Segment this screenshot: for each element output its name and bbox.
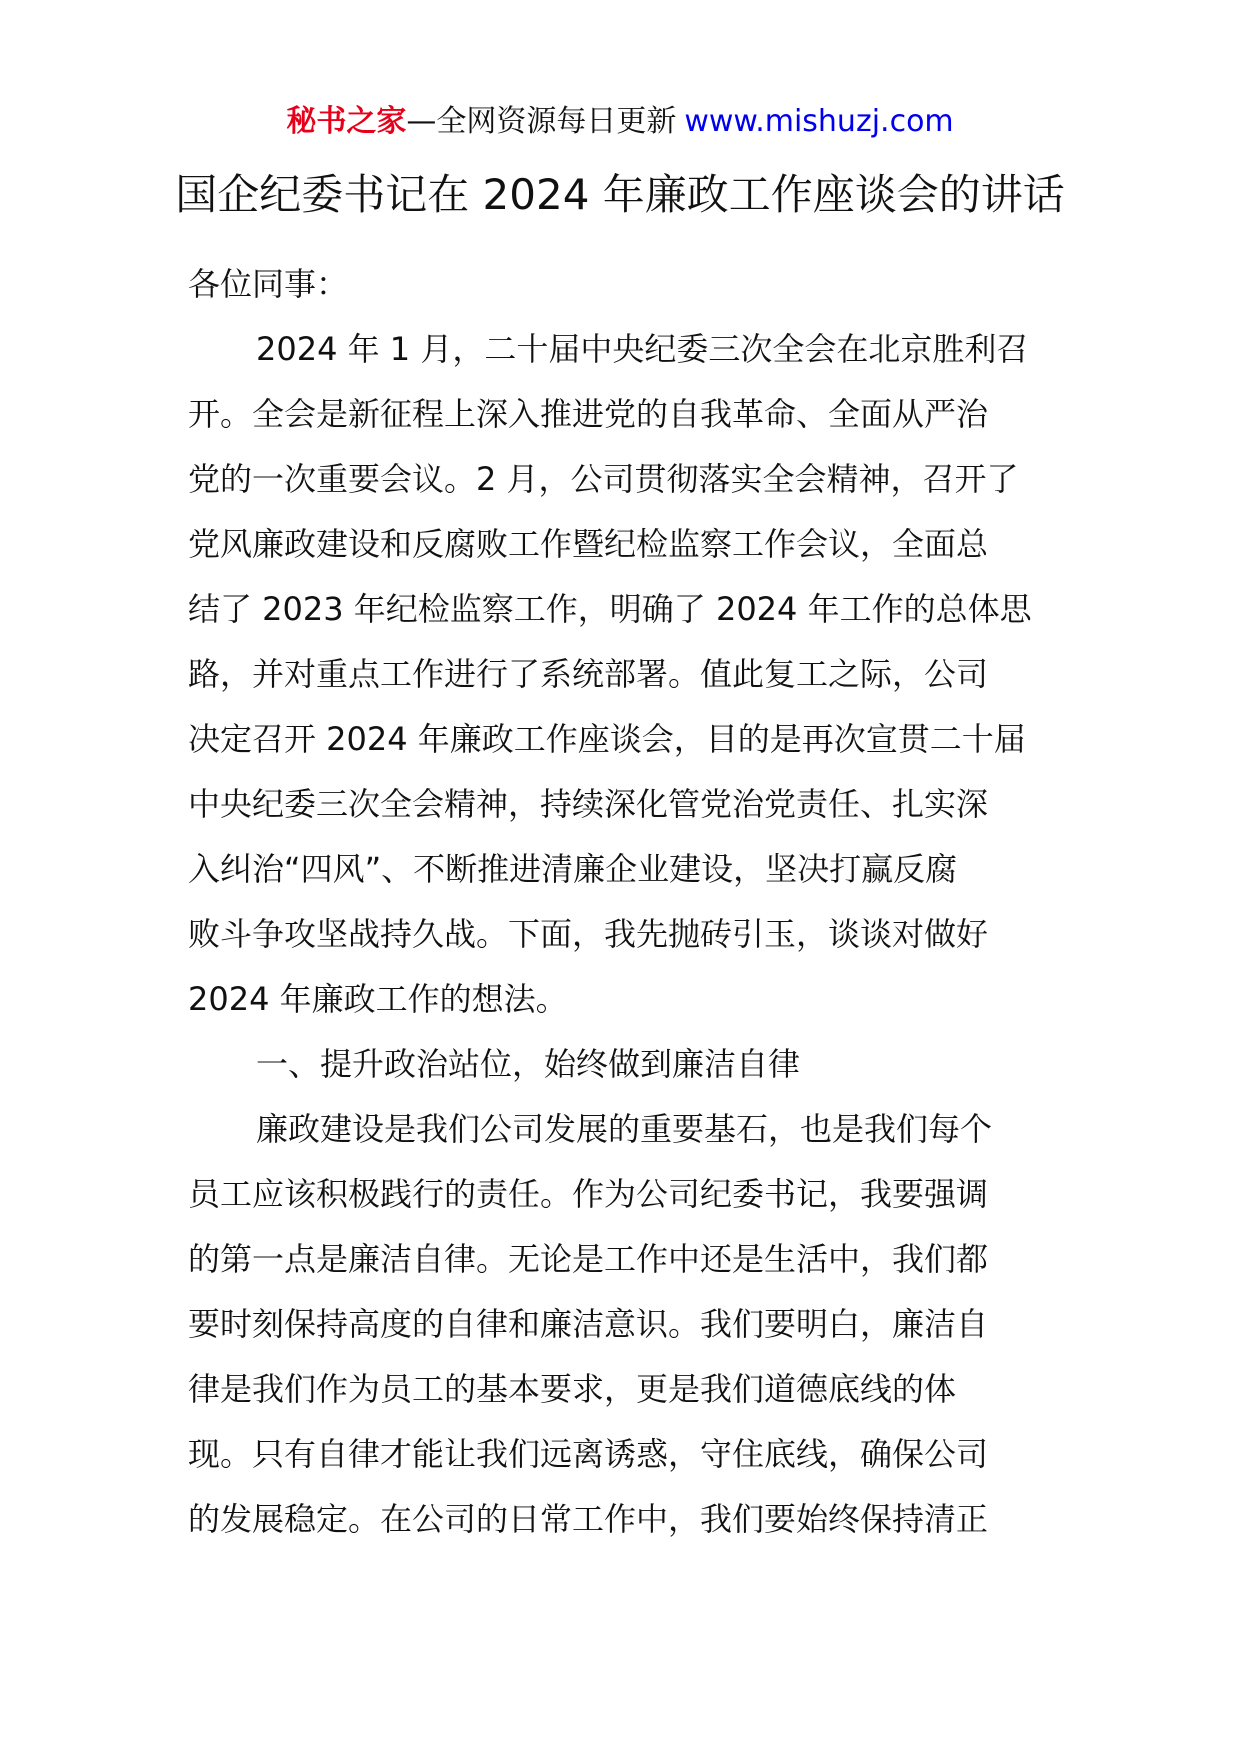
paragraph-line: 2024 年廉政工作的想法。	[188, 980, 568, 1018]
site-tagline: —全网资源每日更新	[406, 104, 677, 139]
paragraph-line: 的发展稳定。在公司的日常工作中，我们要始终保持清正	[188, 1500, 989, 1538]
paragraph-line: 现。只有自律才能让我们远离诱惑，守住底线，确保公司	[188, 1435, 989, 1473]
paragraph-line: 决定召开 2024 年廉政工作座谈会，目的是再次宣贯二十届	[188, 720, 1026, 758]
document-title: 国企纪委书记在 2024 年廉政工作座谈会的讲话	[175, 170, 1065, 219]
paragraph-line: 入纠治“四风”、不断推进清廉企业建设，坚决打赢反腐	[188, 850, 958, 888]
site-url-link[interactable]: www.mishuzj.com	[684, 104, 954, 139]
paragraph-line: 中央纪委三次全会精神，持续深化管党治党责任、扎实深	[188, 785, 989, 823]
site-brand: 秘书之家	[286, 104, 407, 139]
document-body	[188, 252, 1064, 1552]
paragraph-line: 律是我们作为员工的基本要求，更是我们道德底线的体	[188, 1370, 957, 1408]
site-header	[0, 100, 1240, 144]
greeting: 各位同事：	[188, 265, 349, 303]
paragraph-line: 党风廉政建设和反腐败工作暨纪检监察工作会议，全面总	[188, 525, 989, 563]
paragraph-line: 廉政建设是我们公司发展的重要基石，也是我们每个	[256, 1110, 993, 1148]
paragraph-line: 路，并对重点工作进行了系统部署。值此复工之际，公司	[188, 655, 989, 693]
paragraph-line: 党的一次重要会议。2 月，公司贯彻落实全会精神，召开了	[188, 460, 1019, 498]
paragraph-line: 2024 年 1 月，二十届中央纪委三次全会在北京胜利召	[256, 330, 1029, 368]
paragraph-line: 的第一点是廉洁自律。无论是工作中还是生活中，我们都	[188, 1240, 989, 1278]
section-heading: 一、提升政治站位，始终做到廉洁自律	[256, 1045, 801, 1083]
paragraph-line: 结了 2023 年纪检监察工作，明确了 2024 年工作的总体思	[188, 590, 1032, 628]
paragraph-line: 要时刻保持高度的自律和廉洁意识。我们要明白，廉洁自	[188, 1305, 989, 1343]
paragraph-line: 开。全会是新征程上深入推进党的自我革命、全面从严治	[188, 395, 989, 433]
paragraph-line: 员工应该积极践行的责任。作为公司纪委书记，我要强调	[188, 1175, 989, 1213]
paragraph-line: 败斗争攻坚战持久战。下面，我先抛砖引玉，谈谈对做好	[188, 915, 989, 953]
